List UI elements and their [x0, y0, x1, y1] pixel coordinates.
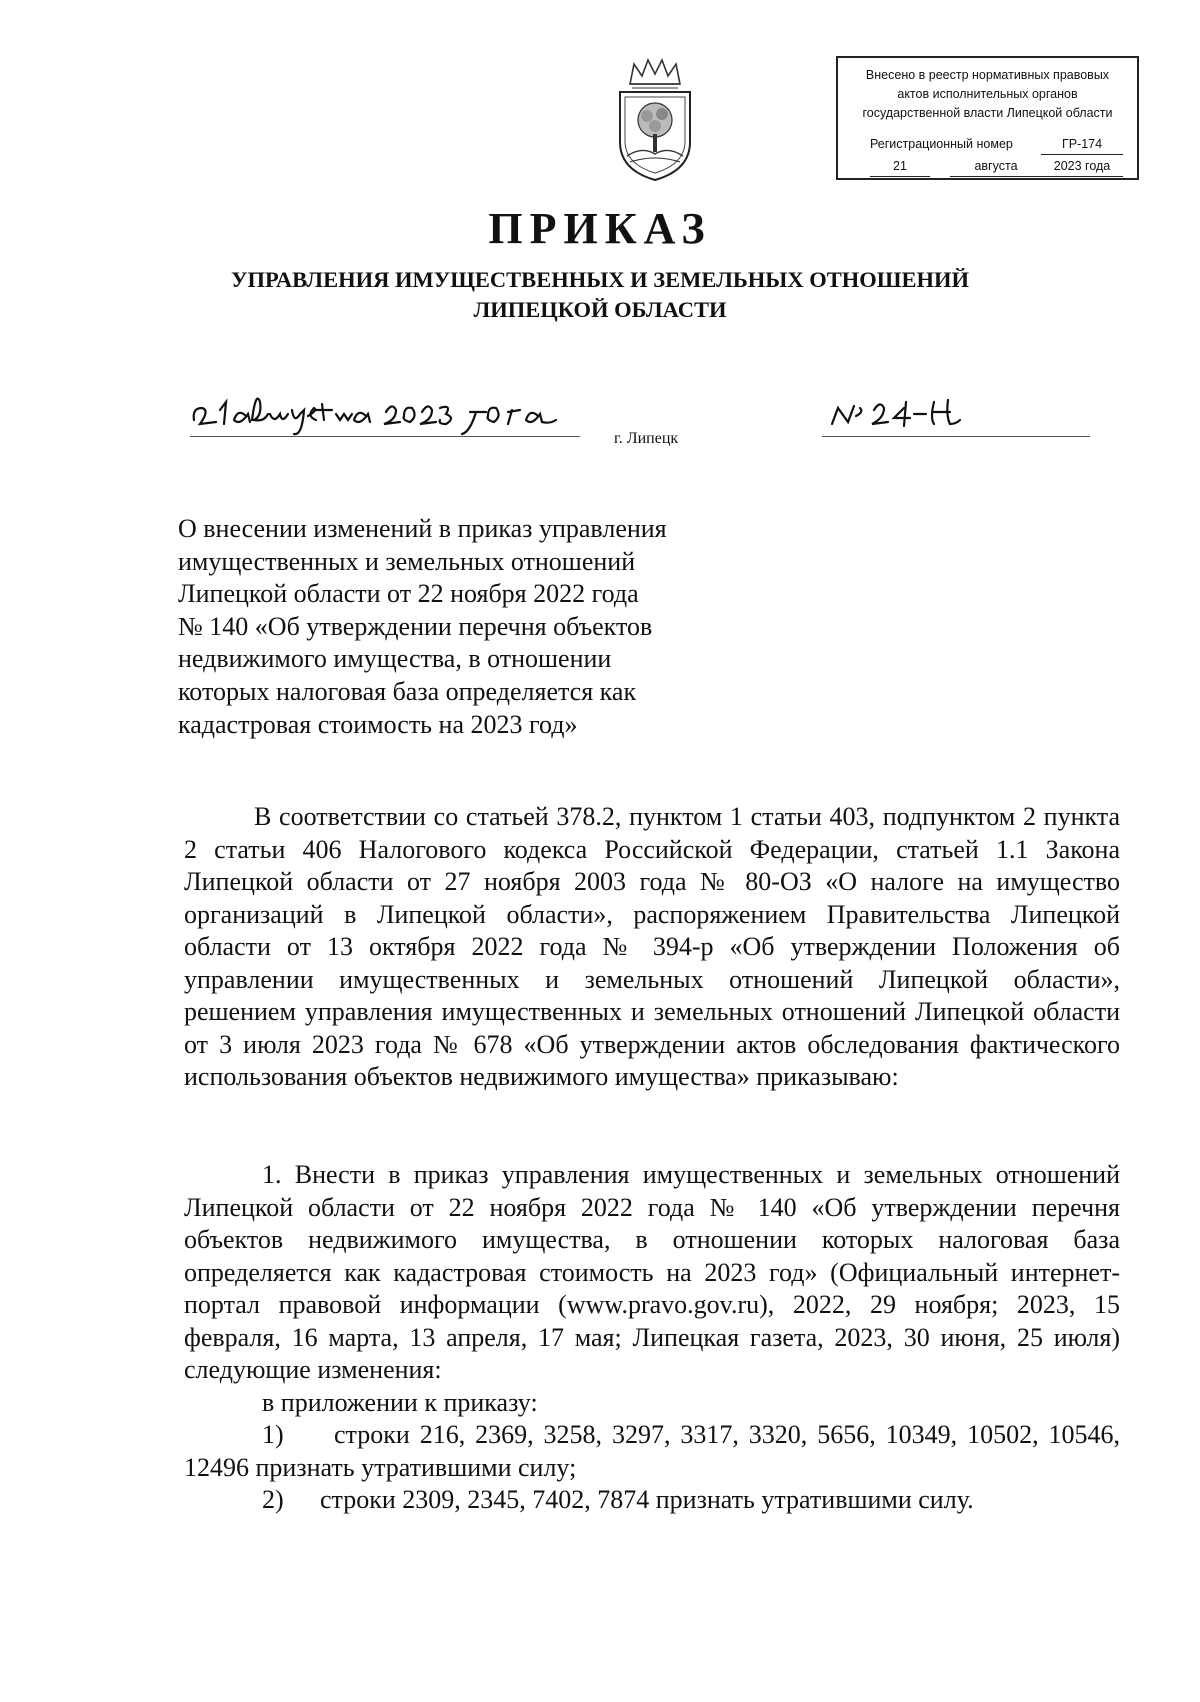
issuer-line-1: УПРАВЛЕНИЯ ИМУЩЕСТВЕННЫХ И ЗЕМЕЛЬНЫХ ОТНОШЕНИЙ	[231, 267, 969, 292]
issuer-line-2: ЛИПЕЦКОЙ ОБЛАСТИ	[473, 297, 727, 322]
issuer-heading	[0, 265, 1200, 325]
subject-line-6: которых налоговая база определяется как	[178, 676, 637, 706]
stamp-month: августа	[950, 157, 1042, 177]
stamp-registration-label: Регистрационный номер	[870, 137, 1013, 151]
stamp-line-3: государственной власти Липецкой области	[862, 106, 1113, 120]
handwritten-date	[190, 380, 580, 437]
coat-of-arms-icon	[612, 58, 698, 184]
subject-line-5: недвижимого имущества, в отношении	[178, 644, 612, 674]
stamp-registration-number: ГР-174	[1041, 135, 1123, 155]
preamble-paragraph: В соответствии со статьей 378.2, пунктом 1 статьи 403, подпунктом 2 пункта 2 статьи 406 Налогового кодекса Российской Федерации, статьей 1.1 Закона Липецкой области от 27 ноября 2003 года № 80-ОЗ «О налоге на имущество организаций в Липецкой области», распоряжением Правительства Липецкой области от 13 октября 2022 года № 394-р «Об утверждении Положения об управлении имущественных и земельных отношений Липецкой области», решением управления имущественных и земельных отношений Липецкой области от 3 июля 2023 года № 678 «Об утверждении актов обследования фактического использования объектов недвижимого имущества» приказываю:	[184, 802, 1120, 1091]
subitem-2-marker: 2)	[262, 1485, 284, 1514]
document-type-title: ПРИКАЗ	[488, 204, 712, 253]
document-subject	[178, 513, 738, 741]
item-1-paragraph: 1. Внести в приказ управления имущественных и земельных отношений Липецкой области от 22 ноября 2022 года № 140 «Об утверждении перечня объектов недвижимого имущества, в отношении которых налоговая база определяется как кадастровая стоимость на 2023 год» (Официальный интернет-портал правовой информации (www.pravo.gov.ru), 2022, 29 ноября; 2023, 15 февраля, 16 марта, 13 апреля, 17 мая; Липецкая газета, 2023, 30 июня, 25 июля) следующие изменения:	[184, 1160, 1120, 1384]
subject-line-7: кадастровая стоимость на 2023 год»	[178, 709, 578, 739]
stamp-line-2: актов исполнительных органов	[897, 87, 1078, 101]
stamp-year: 2023 года	[1041, 157, 1123, 177]
subitem-1	[184, 1419, 1120, 1484]
subitem-2-text: строки 2309, 2345, 7402, 7874 признать утратившими силу.	[320, 1485, 974, 1514]
registry-stamp	[836, 56, 1139, 180]
stamp-registration-row	[848, 135, 1125, 155]
handwritten-number	[822, 380, 1090, 437]
subitem-1-marker: 1)	[262, 1420, 284, 1449]
subitem-1-text: строки 216, 2369, 3258, 3297, 3317, 3320, 5656, 10349, 10502, 10546, 12496 признать утратившими силу;	[184, 1420, 1120, 1482]
subject-line-3: Липецкой области от 22 ноября 2022 года	[178, 579, 639, 609]
subject-line-1: О внесении изменений в приказ управления	[178, 514, 667, 543]
appendix-intro: в приложении к приказу:	[262, 1388, 538, 1417]
stamp-date-row	[848, 157, 1125, 177]
stamp-day: 21	[870, 157, 930, 177]
subject-line-4: № 140 «Об утверждении перечня объектов	[178, 611, 653, 641]
subitem-2	[262, 1484, 974, 1517]
subject-line-2: имущественных и земельных отношений	[178, 546, 636, 576]
city-label: г. Липецк	[614, 430, 679, 447]
stamp-line-1: Внесено в реестр нормативных правовых	[865, 68, 1110, 82]
